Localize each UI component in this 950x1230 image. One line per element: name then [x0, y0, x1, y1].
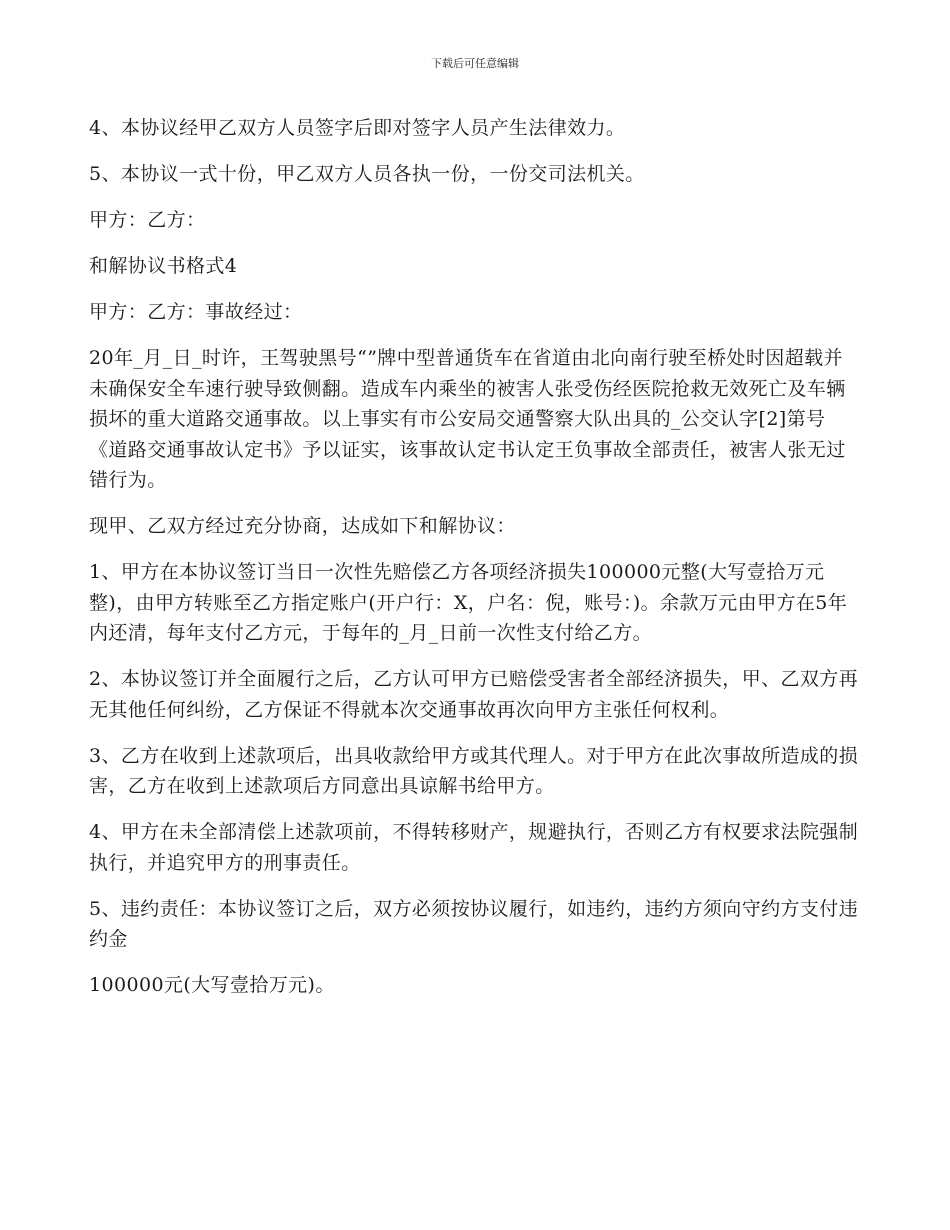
accident-description: 20年_月_日_时许，王驾驶黑号“”牌中型普通货车在省道由北向南行驶至桥处时因超载并未确保安全车速行驶导致侧翻。造成车内乘坐的被害人张受伤经医院抢救无效死亡及车辆损坏的重大道路交通事故。以上事实有市公安局交通警察大队出具的_公交认字[2]第号《道路交通事故认定书》予以证实，该事故认定书认定王负事故全部责任，被害人张无过错行为。 [89, 347, 846, 491]
clause-4-effect: 4、本协议经甲乙双方人员签字后即对签字人员产生法律效力。 [89, 117, 626, 139]
agreement-intro: 现甲、乙双方经过充分协商，达成如下和解协议： [89, 515, 516, 537]
section-title: 和解协议书格式4 [89, 255, 238, 277]
page-header: 下载后可任意编辑 [431, 57, 519, 70]
signature-line: 甲方：乙方： [89, 209, 206, 231]
parties-line: 甲方：乙方：事故经过： [89, 301, 303, 323]
clause-5-copies: 5、本协议一式十份，甲乙双方人员各执一份，一份交司法机关。 [89, 163, 645, 185]
penalty-amount: 100000元(大写壹拾万元)。 [89, 974, 335, 996]
document-body [89, 113, 861, 1016]
clause-3-receipt: 3、乙方在收到上述款项后，出具收款给甲方或其代理人。对于甲方在此次事故所造成的损害，乙方在收到上述款项后方同意出具谅解书给甲方。 [89, 744, 859, 797]
clause-4-assets: 4、甲方在未全部清偿上述款项前，不得转移财产，规避执行，否则乙方有权要求法院强制执行，并追究甲方的刑事责任。 [89, 821, 859, 874]
clause-1-compensation: 1、甲方在本协议签订当日一次性先赔偿乙方各项经济损失100000元整(大写壹拾万元整)，由甲方转账至乙方指定账户(开户行：X，户名：倪，账号：)。余款万元由甲方在5年内还清，每年支付乙方元，于每年的_月_日前一次性支付给乙方。 [89, 561, 848, 644]
clause-5-liability: 5、违约责任：本协议签订之后，双方必须按协议履行，如违约，违约方须向守约方支付违约金 [89, 897, 859, 950]
clause-2-settlement: 2、本协议签订并全面履行之后，乙方认可甲方已赔偿受害者全部经济损失，甲、乙双方再无其他任何纠纷，乙方保证不得就本次交通事故再次向甲方主张任何权利。 [89, 668, 859, 721]
